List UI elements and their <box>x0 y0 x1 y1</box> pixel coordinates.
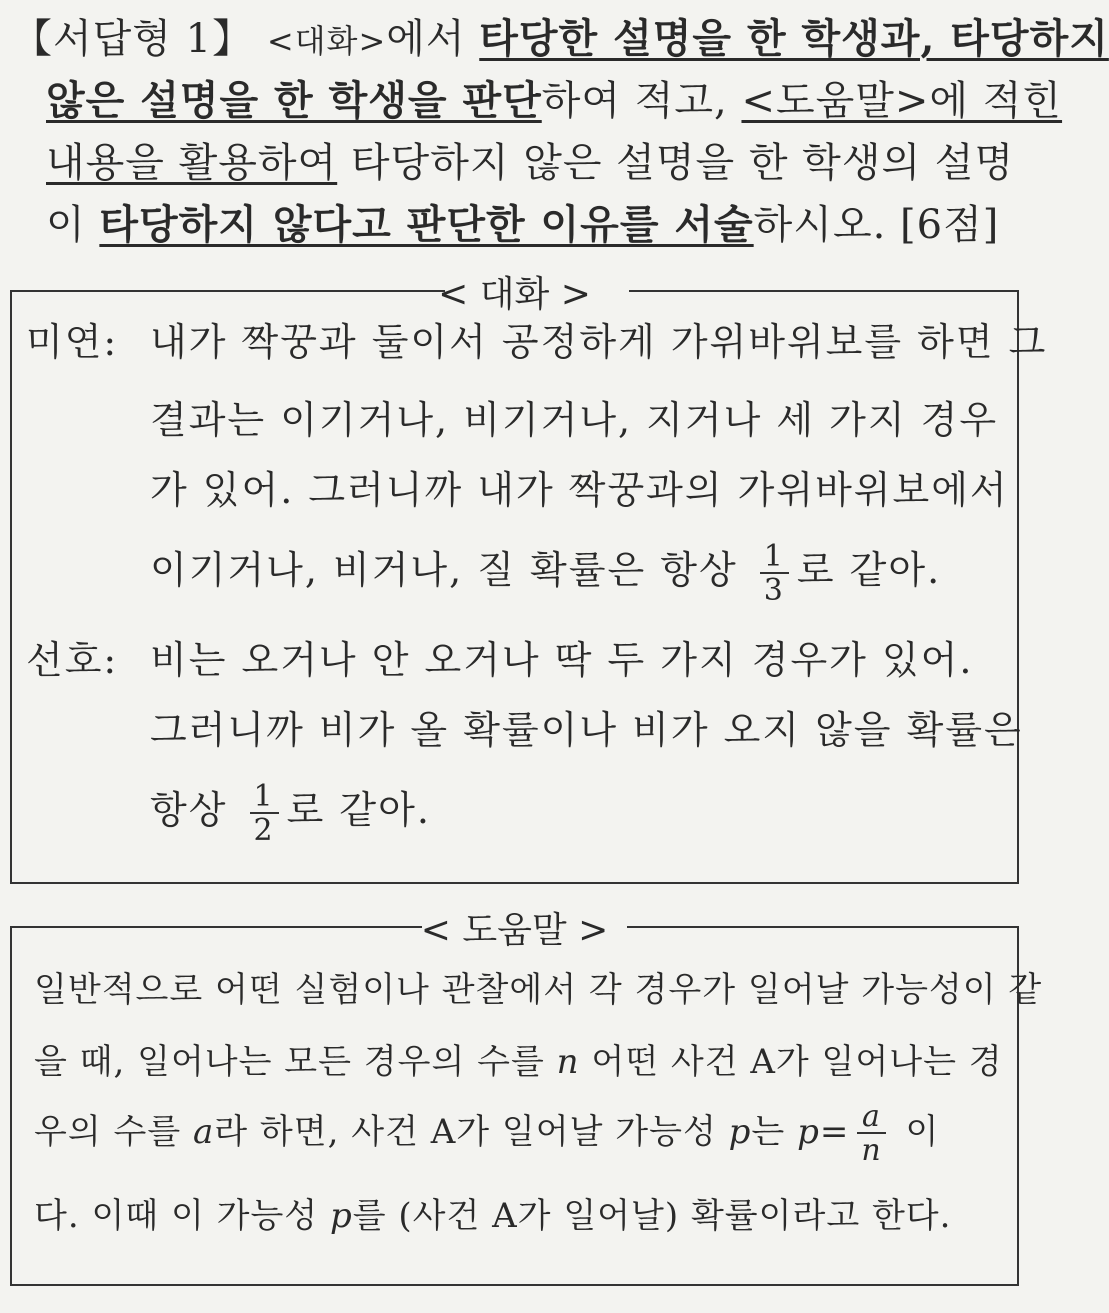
var-p-eq: p <box>797 1112 820 1152</box>
fraction-numerator: 1 <box>760 542 789 574</box>
help-box <box>10 910 1043 1286</box>
text-segment: 이 <box>46 202 100 248</box>
dialogue-box <box>10 274 1048 884</box>
miyeon-line-1: 내가 짝꿍과 둘이서 공정하게 가위바위보를 하면 그 <box>150 320 1048 364</box>
question-line-1 <box>12 8 1109 70</box>
miyeon-line-4-end: 로 같아. <box>796 548 942 592</box>
question-line-1-segments <box>253 16 1109 62</box>
text-segment: 않은 설명을 한 학생을 판단 <box>46 77 542 124</box>
seonho-line-3-end: 로 같아. <box>286 788 431 832</box>
question-line-2 <box>12 70 1063 132</box>
miyeon-line-4-text: 이기거나, 비거나, 질 확률은 항상 <box>150 548 738 592</box>
speaker-miyeon: 미연: <box>26 320 119 364</box>
question-tag: 【서답형 1】 <box>12 16 254 62</box>
help-line-3-end: 이 <box>905 1112 940 1152</box>
seonho-line-1: 비는 오거나 안 오거나 딱 두 가지 경우가 있어. <box>150 638 974 682</box>
var-p-def: p <box>329 1196 353 1236</box>
fraction-one-third <box>760 538 789 608</box>
miyeon-line-2: 결과는 이기거나, 비기거나, 지거나 세 가지 경우 <box>150 398 999 442</box>
text-segment: 하여 적고, <box>541 78 742 124</box>
question-line-4 <box>12 194 1017 256</box>
fraction-one-half <box>250 778 279 848</box>
fraction-denominator: 2 <box>253 812 275 848</box>
text-segment <box>253 16 267 62</box>
fraction-a-over-n <box>857 1099 885 1168</box>
question-prompt <box>12 8 1109 256</box>
speaker-seonho: 선호: <box>26 638 119 682</box>
var-p: p <box>728 1112 752 1152</box>
fraction-numerator: a <box>857 1102 885 1134</box>
text-segment: 내용을 활용하여 <box>46 140 338 186</box>
help-title: < 도움말 > <box>420 910 609 951</box>
help-line-3 <box>34 1099 940 1168</box>
help-line-3-particle: 는 <box>751 1112 786 1152</box>
seonho-line-3 <box>150 780 431 846</box>
miyeon-line-4 <box>150 540 941 606</box>
help-line-3-text: 우의 수를 <box>34 1112 182 1152</box>
text-segment: <도움말>에 적힌 <box>741 78 1063 124</box>
var-a: a <box>193 1112 215 1152</box>
dialogue-title: < 대화 > <box>438 274 591 315</box>
miyeon-line-3: 가 있어. 그러니까 내가 짝꿍과의 가위바위보에서 <box>150 468 1009 512</box>
help-line-2 <box>34 1034 1003 1090</box>
question-line-3 <box>12 132 1017 194</box>
help-line-2-end: 어떤 사건 A가 일어나는 경 <box>591 1042 1003 1082</box>
text-segment: <대화> <box>266 22 387 60</box>
text-segment: 타당한 설명을 한 학생과, 타당하지 <box>479 15 1109 62</box>
text-segment: 타당하지 않다고 판단한 이유를 서술 <box>99 201 754 248</box>
help-line-4 <box>34 1188 951 1244</box>
seonho-line-3-text: 항상 <box>150 788 228 832</box>
help-line-4-end: 를 (사건 A가 일어날) 확률이라고 한다. <box>352 1196 952 1236</box>
text-segment: 타당하지 않은 설명을 한 학생의 설명 <box>337 140 1015 186</box>
help-line-4-text: 다. 이때 이 가능성 <box>34 1196 319 1236</box>
help-line-2-text: 을 때, 일어나는 모든 경우의 수를 <box>34 1042 545 1082</box>
text-segment: 에서 <box>386 16 480 62</box>
var-n: n <box>556 1042 580 1082</box>
help-line-3-mid: 라 하면, 사건 A가 일어날 가능성 <box>214 1112 717 1152</box>
help-line-1: 일반적으로 어떤 실험이나 관찰에서 각 경우가 일어날 가능성이 같 <box>34 970 1043 1010</box>
equals-sign: = <box>819 1112 850 1152</box>
seonho-line-2: 그러니까 비가 올 확률이나 비가 오지 않을 확률은 <box>150 708 1023 752</box>
text-segment: 하시오. [6점] <box>753 202 1000 248</box>
fraction-denominator: n <box>861 1133 882 1168</box>
fraction-numerator: 1 <box>250 782 279 814</box>
fraction-denominator: 3 <box>763 572 785 608</box>
